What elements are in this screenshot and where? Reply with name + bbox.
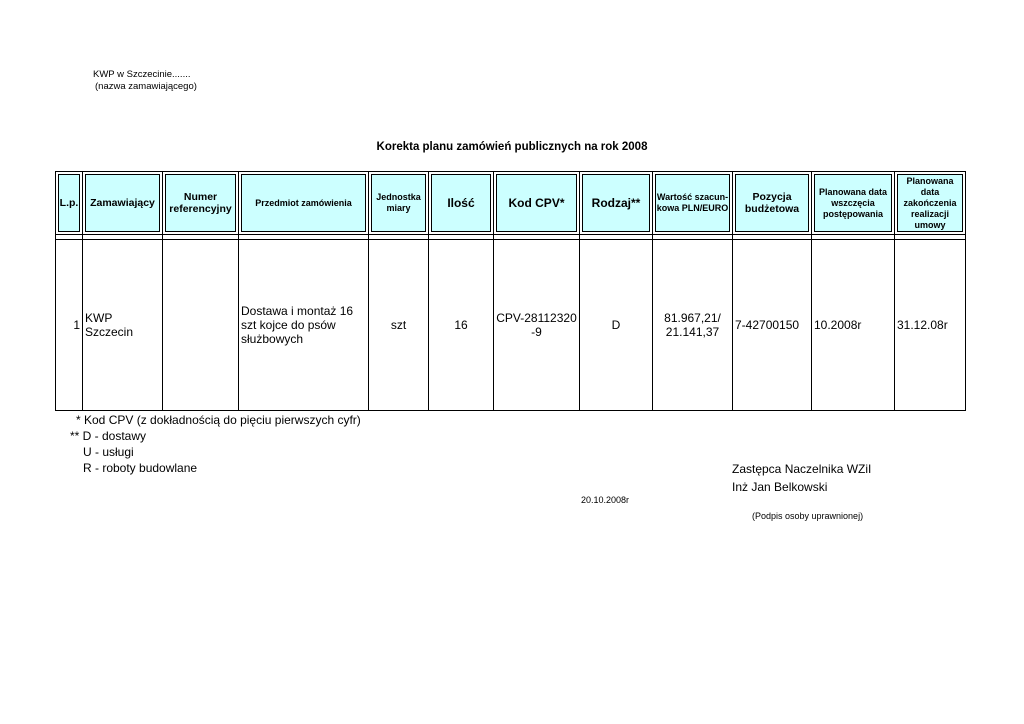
footnote-cpv: * Kod CPV (z dokładnością do pięciu pierwszych cyfr): [76, 413, 361, 427]
col-header-zamawiajacy: Zamawiający: [83, 172, 163, 235]
cell-lp: 1: [56, 240, 83, 411]
col-header-rodzaj: Rodzaj**: [580, 172, 653, 235]
organization-caption: (nazwa zamawiającego): [95, 81, 197, 92]
col-header-jednostka: Jednostka miary: [369, 172, 429, 235]
signatory-name: Inż Jan Belkowski: [732, 480, 828, 494]
footnotes: [63, 412, 361, 476]
col-header-ilosc: Ilość: [429, 172, 494, 235]
col-header-numer: Numer referencyjny: [163, 172, 239, 235]
col-header-lp: L.p.: [56, 172, 83, 235]
table-header-row: [56, 172, 966, 235]
col-header-wartosc: Wartość szacun-kowa PLN/EURO: [653, 172, 733, 235]
col-header-data-wszczecia: Planowana data wszczęcia postępowania: [812, 172, 895, 235]
procurement-plan-table: [55, 171, 966, 411]
footnote-rodzaj-r: R - roboty budowlane: [83, 461, 198, 475]
footnote-rodzaj-d: ** D - dostawy: [70, 429, 147, 443]
document-date: 20.10.2008r: [581, 495, 630, 505]
signature-caption: (Podpis osoby uprawnionej): [752, 511, 864, 521]
document-title: Korekta planu zamówień publicznych na rok 2008: [376, 141, 648, 153]
col-header-data-zakonczenia: Planowana data zakończenia realizacji umowy: [895, 172, 966, 235]
organization-header: [93, 69, 197, 93]
signature-block: [732, 460, 871, 496]
cell-data-zakonczenia: 31.12.08r: [895, 240, 966, 411]
cell-pozycja: 7-42700150: [733, 240, 812, 411]
col-header-pozycja: Pozycja budżetowa: [733, 172, 812, 235]
cell-zamawiajacy: KWP Szczecin: [83, 240, 163, 411]
cell-jednostka: szt: [369, 240, 429, 411]
cell-wartosc: 81.967,21/ 21.141,37: [653, 240, 733, 411]
cell-data-wszczecia: 10.2008r: [812, 240, 895, 411]
cell-rodzaj: D: [580, 240, 653, 411]
table-row: [56, 240, 966, 411]
cell-numer: [163, 240, 239, 411]
footnote-rodzaj-u: U - usługi: [83, 445, 134, 459]
col-header-kod-cpv: Kod CPV*: [494, 172, 580, 235]
signatory-role: Zastępca Naczelnika WZiI: [732, 462, 872, 476]
cell-kod-cpv: CPV-28112320 -9: [494, 240, 580, 411]
organization-name: KWP w Szczecinie.......: [93, 69, 191, 80]
col-header-przedmiot: Przedmiot zamówienia: [239, 172, 369, 235]
cell-ilosc: 16: [429, 240, 494, 411]
cell-przedmiot: Dostawa i montaż 16 szt kojce do psów służbowych: [239, 240, 369, 411]
